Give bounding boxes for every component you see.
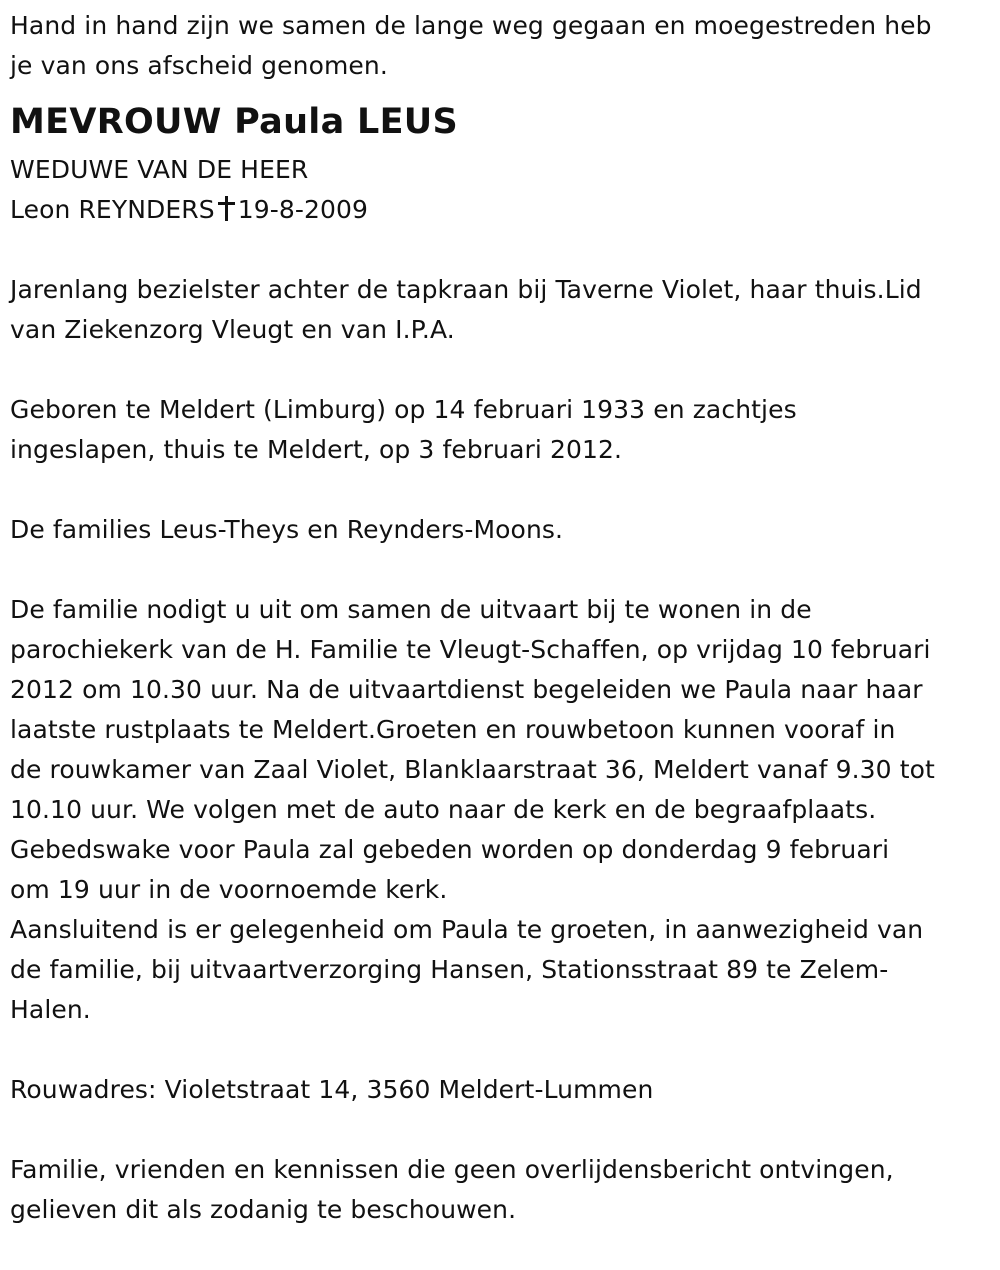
- widow-line: WEDUWE VAN DE HEER: [10, 155, 309, 184]
- funeral-line: Aansluitend is er gelegenheid om Paula te groeten, in aanwezigheid van: [10, 915, 924, 944]
- closing-paragraph: [10, 1150, 990, 1230]
- intro-line: Hand in hand zijn we samen de lange weg gegaan en moegestreden heb: [10, 11, 932, 40]
- bio-line: Jarenlang bezielster achter de tapkraan bij Taverne Violet, haar thuis.Lid: [10, 275, 922, 304]
- spacer: [10, 230, 990, 270]
- spacer: [10, 470, 990, 510]
- birth-death-paragraph: [10, 390, 990, 470]
- cross-icon: [218, 196, 234, 221]
- address-paragraph: [10, 1070, 990, 1110]
- address-line: Rouwadres: Violetstraat 14, 3560 Meldert-Lummen: [10, 1075, 654, 1104]
- spacer: [10, 1110, 990, 1150]
- funeral-line: De familie nodigt u uit om samen de uitvaart bij te wonen in de: [10, 595, 812, 624]
- funeral-line: Gebedswake voor Paula zal gebeden worden op donderdag 9 februari: [10, 835, 890, 864]
- funeral-line: 2012 om 10.30 uur. Na de uitvaartdienst begeleiden we Paula naar haar: [10, 675, 923, 704]
- closing-line: Familie, vrienden en kennissen die geen overlijdensbericht ontvingen,: [10, 1155, 894, 1184]
- funeral-line: de rouwkamer van Zaal Violet, Blanklaarstraat 36, Meldert vanaf 9.30 tot: [10, 755, 935, 784]
- funeral-line: Halen.: [10, 995, 91, 1024]
- spacer: [10, 1030, 990, 1070]
- spouse-info: [10, 150, 990, 230]
- spouse-name: Leon REYNDERS: [10, 195, 215, 224]
- birth-death-line: Geboren te Meldert (Limburg) op 14 februari 1933 en zachtjes: [10, 395, 797, 424]
- bio-line: van Ziekenzorg Vleugt en van I.P.A.: [10, 315, 455, 344]
- funeral-line: laatste rustplaats te Meldert.Groeten en rouwbetoon kunnen vooraf in: [10, 715, 896, 744]
- funeral-line: de familie, bij uitvaartverzorging Hansen, Stationsstraat 89 te Zelem-: [10, 955, 889, 984]
- spouse-line: [10, 190, 990, 230]
- spouse-death-date: 19-8-2009: [237, 195, 368, 224]
- funeral-line: om 19 uur in de voornoemde kerk.: [10, 875, 448, 904]
- funeral-line: parochiekerk van de H. Familie te Vleugt-Schaffen, op vrijdag 10 februari: [10, 635, 931, 664]
- closing-line: gelieven dit als zodanig te beschouwen.: [10, 1195, 517, 1224]
- families-paragraph: [10, 510, 990, 550]
- spacer: [10, 350, 990, 390]
- funeral-line: 10.10 uur. We volgen met de auto naar de kerk en de begraafplaats.: [10, 795, 877, 824]
- families-line: De families Leus-Theys en Reynders-Moons.: [10, 515, 564, 544]
- funeral-paragraph: [10, 590, 990, 1030]
- birth-death-line: ingeslapen, thuis te Meldert, op 3 februari 2012.: [10, 435, 623, 464]
- bio-paragraph: [10, 270, 990, 350]
- intro-paragraph: [10, 6, 990, 86]
- obituary-notice: [10, 6, 990, 1230]
- intro-line: je van ons afscheid genomen.: [10, 51, 388, 80]
- spacer: [10, 550, 990, 590]
- deceased-name: MEVROUW Paula LEUS: [10, 102, 459, 142]
